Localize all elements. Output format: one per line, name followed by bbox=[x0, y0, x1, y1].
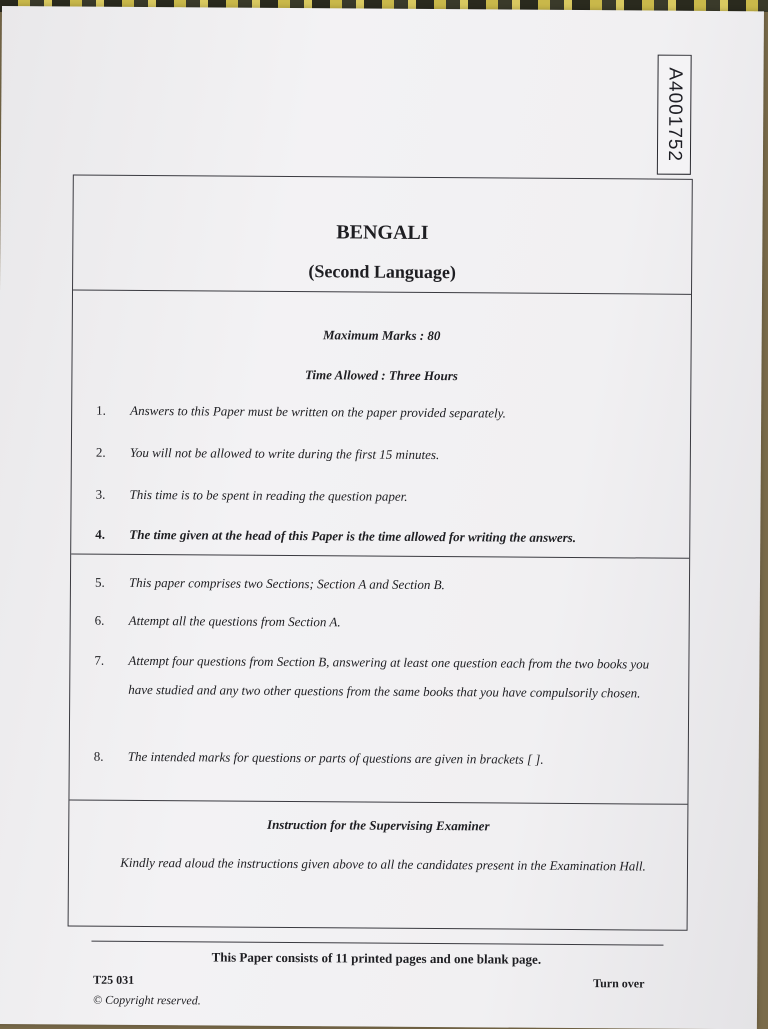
instruction-number: 4. bbox=[95, 526, 106, 542]
maximum-marks: Maximum Marks : 80 bbox=[322, 327, 441, 344]
instruction-text: Attempt all the questions from Section A. bbox=[128, 612, 341, 630]
instruction-text: This time is to be spent in reading the question paper. bbox=[129, 486, 408, 504]
instruction-text: The time given at the head of this Paper is the time allowed for writing the answers. bbox=[129, 526, 577, 546]
copyright-notice: © Copyright reserved. bbox=[93, 992, 201, 1008]
instruction-text: This paper comprises two Sections; Section A and Section B. bbox=[128, 574, 445, 593]
divider-supervisor bbox=[69, 799, 687, 804]
supervisor-text: Kindly read aloud the instructions given above to all the candidates present in the Examination Hall. bbox=[120, 854, 646, 874]
subject-subtitle: (Second Language) bbox=[308, 261, 456, 283]
paper-code: T25 031 bbox=[93, 972, 135, 987]
instruction-text: You will not be allowed to write during the first 15 minutes. bbox=[129, 444, 440, 463]
exam-paper bbox=[0, 6, 764, 1029]
instruction-number: 1. bbox=[96, 402, 106, 418]
instruction-item bbox=[94, 646, 658, 708]
instruction-text: The intended marks for questions or parts of questions are given in brackets [ ]. bbox=[127, 748, 544, 767]
instructions-frame bbox=[68, 174, 693, 930]
instruction-number: 8. bbox=[93, 748, 104, 764]
instruction-item bbox=[95, 480, 659, 513]
supervisor-title: Instruction for the Supervising Examiner bbox=[266, 816, 490, 834]
serial-number-box bbox=[657, 55, 692, 175]
instruction-item bbox=[95, 568, 659, 601]
instruction-text: Answers to this Paper must be written on the paper provided separately. bbox=[130, 402, 506, 421]
instruction-text: Attempt four questions from Section B, answering at least one question each from the two books you have studied and any two other questions from the same books that you have compulsorily chosen. bbox=[128, 652, 650, 701]
instruction-number: 2. bbox=[95, 444, 106, 460]
instruction-item bbox=[94, 742, 658, 775]
instruction-item bbox=[95, 606, 659, 639]
time-allowed: Time Allowed : Three Hours bbox=[304, 367, 458, 384]
instruction-number: 3. bbox=[95, 486, 106, 502]
instruction-item bbox=[96, 396, 660, 429]
instruction-number: 5. bbox=[94, 574, 105, 590]
instruction-number: 6. bbox=[94, 612, 105, 628]
divider-header bbox=[73, 290, 691, 295]
instruction-number: 7. bbox=[94, 652, 105, 668]
turn-over-label: Turn over bbox=[593, 976, 645, 991]
instruction-item bbox=[96, 438, 660, 471]
subject-title: BENGALI bbox=[336, 221, 429, 244]
serial-number: A4001752 bbox=[663, 67, 686, 163]
divider-general bbox=[71, 553, 689, 558]
page-count-note: This Paper consists of 11 printed pages and one blank page. bbox=[211, 949, 542, 967]
instruction-item bbox=[95, 520, 659, 553]
footer-divider bbox=[91, 941, 663, 946]
